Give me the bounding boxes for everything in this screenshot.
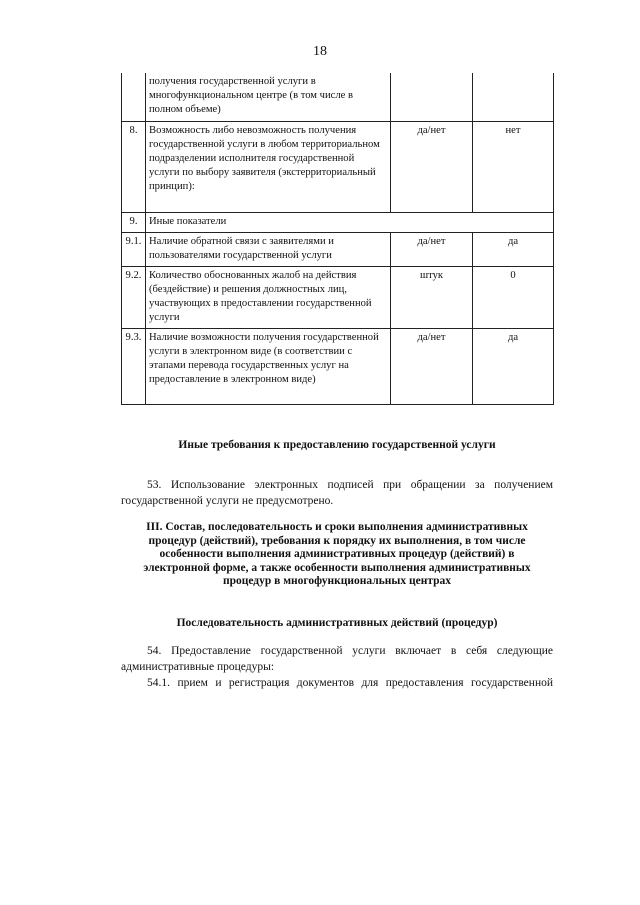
row-unit: да/нет xyxy=(391,329,473,405)
paragraph-54-1: 54.1. прием и регистрация документов для предоставления государственной xyxy=(147,677,553,689)
section-heading-chapter-iii: III. Состав, последовательность и сроки выполнения административных процедур (действий), требования к порядку их выполнения, в том числе особенности выполнения административных процедур (действий) в электронной форме, а также особенности выполнения административных процедур в многофункциональных центрах xyxy=(143,521,531,587)
row-indicator: Возможность либо невозможность получения государственной услуги в любом территориальном подразделении исполнителя государственной услуги по выбору заявителя (экстерриториальный принцип): xyxy=(146,122,391,213)
section-heading-procedure-sequence: Последовательность административных действий (процедур) xyxy=(176,617,498,629)
table-row xyxy=(122,329,554,405)
table-row xyxy=(122,122,554,213)
row-number: 9.2. xyxy=(122,267,146,329)
indicators-table xyxy=(121,73,554,405)
row-value: да xyxy=(473,329,554,405)
row-number: 8. xyxy=(122,122,146,213)
row-value xyxy=(473,73,554,122)
table-row xyxy=(122,233,554,267)
row-indicator: Наличие обратной связи с заявителями и пользователями государственной услуги xyxy=(146,233,391,267)
row-unit xyxy=(391,73,473,122)
row-indicator: получения государственной услуги в многофункциональном центре (в том числе в полном объеме) xyxy=(146,73,391,122)
table-row xyxy=(122,73,554,122)
paragraph-53: 53. Использование электронных подписей при обращении за получением государственной услуги не предусмотрено. xyxy=(121,479,553,507)
row-value: 0 xyxy=(473,267,554,329)
row-number xyxy=(122,73,146,122)
row-unit: да/нет xyxy=(391,233,473,267)
row-number: 9.1. xyxy=(122,233,146,267)
row-unit: да/нет xyxy=(391,122,473,213)
row-number: 9.3. xyxy=(122,329,146,405)
table-row xyxy=(122,213,554,233)
row-value: да xyxy=(473,233,554,267)
row-indicator: Иные показатели xyxy=(146,213,554,233)
section-heading-other-requirements: Иные требования к предоставлению государственной услуги xyxy=(178,439,496,451)
row-number: 9. xyxy=(122,213,146,233)
page-number: 18 xyxy=(313,44,327,59)
row-indicator: Наличие возможности получения государственной услуги в электронном виде (в соответствии с этапами перевода государственных услуг на предоставление в электронном виде) xyxy=(146,329,391,405)
row-unit: штук xyxy=(391,267,473,329)
row-value: нет xyxy=(473,122,554,213)
paragraph-54: 54. Предоставление государственной услуги включает в себя следующие административные процедуры: xyxy=(121,645,553,673)
table-row xyxy=(122,267,554,329)
row-indicator: Количество обоснованных жалоб на действия (бездействие) и решения должностных лиц, участвующих в предоставлении государственной услуги xyxy=(146,267,391,329)
